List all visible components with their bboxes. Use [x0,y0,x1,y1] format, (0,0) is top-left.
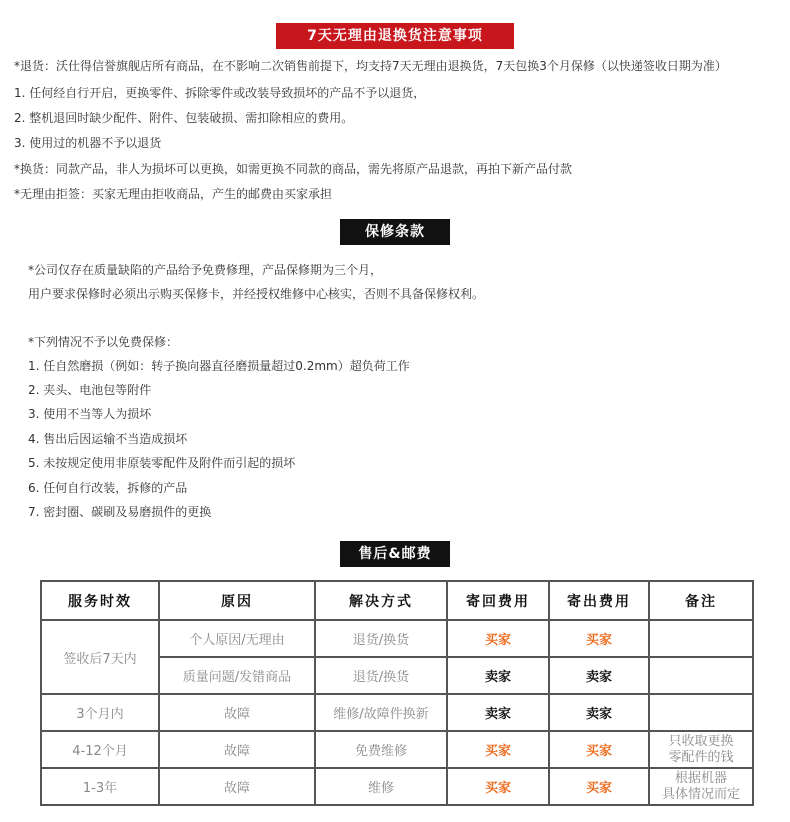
cell-period: 4-12个月 [41,731,159,768]
cell-return-fee: 买家 [447,768,549,805]
warranty-line: *公司仅存在质量缺陷的产品给予免费修理，产品保修期为三个月， [28,263,383,277]
cell-reason: 故障 [159,768,315,805]
cell-ship-fee: 买家 [549,731,649,768]
return-policy-line: *换货：同款产品，非人为损坏可以更换，如需更换不同款的商品，需先将原产品退款，再拍下新产品付款 [14,162,573,176]
cell-solution: 维修 [315,768,447,805]
header-solution: 解决方式 [315,581,447,620]
table-row [41,768,753,805]
cell-solution: 退货/换货 [315,620,447,657]
cell-note [649,620,753,657]
return-policy-line: 3. 使用过的机器不予以退货 [14,136,162,150]
cell-return-fee: 买家 [447,731,549,768]
note-line: 根据机器 [674,770,727,786]
warranty-title: 保修条款 [340,219,450,245]
cell-reason: 个人原因/无理由 [159,620,315,657]
cell-ship-fee: 卖家 [549,657,649,694]
header-return-fee: 寄回费用 [447,581,549,620]
cell-solution: 维修/故障件换新 [315,694,447,731]
header-ship-fee: 寄出费用 [549,581,649,620]
warranty-line: 7. 密封圈、碳刷及易磨损件的更换 [28,505,212,519]
note-line: 具体情况而定 [661,786,740,802]
cell-reason: 质量问题/发错商品 [159,657,315,694]
table-header-row [41,581,753,620]
after-sales-table [40,580,754,806]
return-policy-title: 7天无理由退换货注意事项 [276,23,514,49]
cell-reason: 故障 [159,694,315,731]
cell-return-fee: 卖家 [447,657,549,694]
header-period: 服务时效 [41,581,159,620]
warranty-line: 3. 使用不当等人为损坏 [28,407,152,421]
return-policy-line: *无理由拒签：买家无理由拒收商品，产生的邮费由买家承担 [14,187,333,201]
warranty-line: 2. 夹头、电池包等附件 [28,383,152,397]
table-row [41,620,753,657]
cell-solution: 退货/换货 [315,657,447,694]
cell-note [649,768,753,805]
note-line: 零配件的钱 [668,749,734,765]
return-policy-line: 1. 任何经自行开启，更换零件、拆除零件或改装导致损坏的产品不予以退货， [14,86,426,100]
cell-return-fee: 买家 [447,620,549,657]
warranty-line: 5. 未按规定使用非原装零配件及附件而引起的损坏 [28,456,296,470]
warranty-line: 4. 售出后因运输不当造成损坏 [28,432,188,446]
table-row [41,731,753,768]
warranty-line: 用户要求保修时必须出示购买保修卡，并经授权维修中心核实，否则不具备保修权利。 [28,287,485,301]
note-line: 只收取更换 [668,733,734,749]
warranty-line: *下列情况不予以免费保修： [28,335,179,349]
cell-reason: 故障 [159,731,315,768]
warranty-line: 1. 任自然磨损（例如：转子换向器直径磨损量超过0.2mm）超负荷工作 [28,359,410,373]
cell-period: 签收后7天内 [41,620,159,694]
cell-note [649,694,753,731]
cell-solution: 免费维修 [315,731,447,768]
warranty-line: 6. 任何自行改装，拆修的产品 [28,481,188,495]
cell-note [649,731,753,768]
table-row [41,694,753,731]
return-policy-line: *退货：沃仕得信誉旗舰店所有商品，在不影响二次销售前提下，均支持7天无理由退换货，7天包换3个月保修（以快递签收日期为准） [14,59,727,73]
header-note: 备注 [649,581,753,620]
cell-note [649,657,753,694]
cell-return-fee: 卖家 [447,694,549,731]
cell-period: 1-3年 [41,768,159,805]
cell-ship-fee: 买家 [549,620,649,657]
after-sales-title: 售后&邮费 [340,541,450,567]
cell-ship-fee: 买家 [549,768,649,805]
return-policy-line: 2. 整机退回时缺少配件、附件、包装破损、需扣除相应的费用。 [14,111,354,125]
cell-ship-fee: 卖家 [549,694,649,731]
header-reason: 原因 [159,581,315,620]
cell-period: 3个月内 [41,694,159,731]
